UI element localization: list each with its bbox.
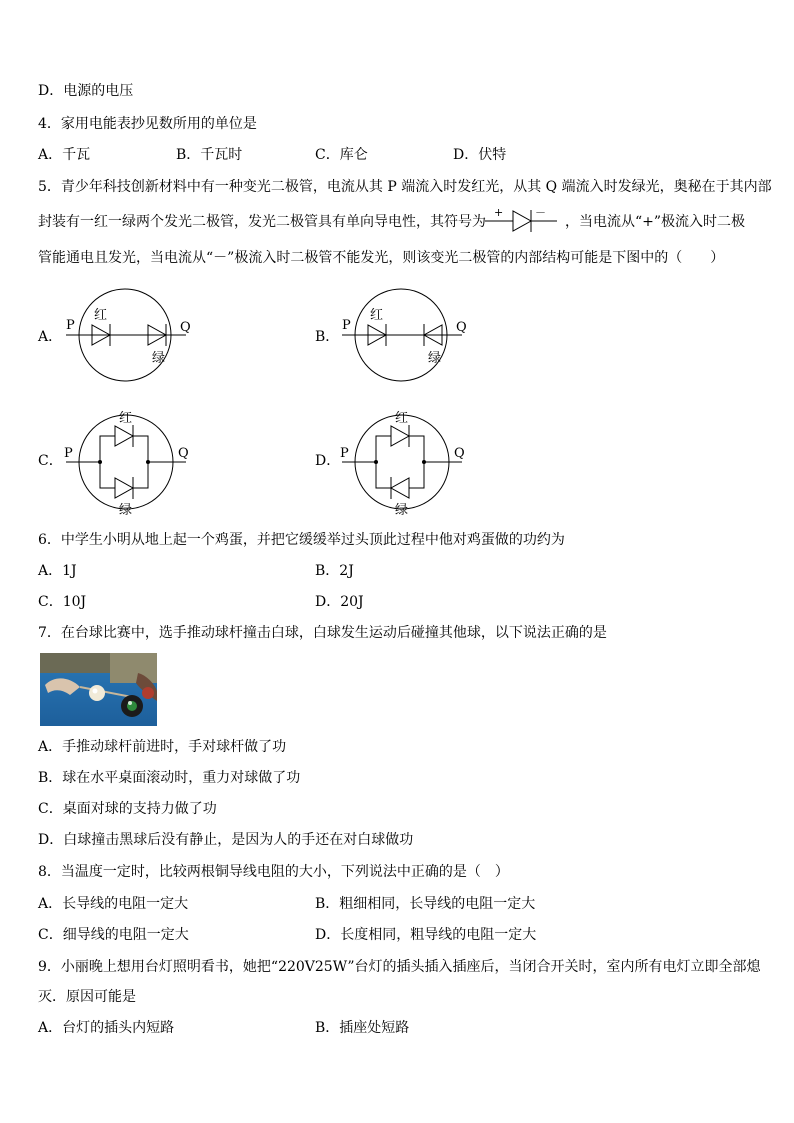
q6-option-a: A．1J [38,563,77,579]
q4-option-a: A．千瓦 [38,147,91,163]
diagram-a-q: Q [180,320,191,335]
diagram-b-green: 绿 [428,351,442,366]
q4-option-d: D．伏特 [453,147,507,163]
q5-stem-line1: 5．青少年科技创新材料中有一种变光二极管，电流从其 P 端流入时发红光，从其 Q 端流入时发绿光，奥秘在于其内部 [38,179,772,195]
q6-option-d: D．20J [315,594,364,610]
diagram-a-green: 绿 [152,351,166,366]
diagram-d-green: 绿 [395,503,409,518]
q4-option-b: B．千瓦时 [176,147,243,163]
q5-option-a-label: A． [38,329,63,345]
billiards-photo [40,653,157,726]
q4-stem: 4．家用电能表抄见数所用的单位是 [38,116,257,132]
q9-stem-line1: 9．小丽晚上想用台灯照明看书，她把“220V25W”台灯的插头插入插座后，当闭合开关时，室内所有电灯立即全部熄 [38,959,761,975]
circuit-diagram-a [62,287,202,387]
circuit-diagram-d [338,408,478,518]
diagram-b-q: Q [456,320,467,335]
diagram-a-red: 红 [94,308,108,323]
diagram-d-p: P [340,446,349,461]
q5-stem-line2a: 封装有一红一绿两个发光二极管，发光二极管具有单向导电性，其符号为 [38,214,486,230]
diagram-c-q: Q [178,446,189,461]
q3-option-d: D．电源的电压 [38,83,134,99]
q5-option-b-label: B． [315,329,340,345]
q9-option-a: A．台灯的插头内短路 [38,1020,175,1036]
q8-option-a: A．长导线的电阻一定大 [38,896,189,912]
q7-option-c: C．桌面对球的支持力做了功 [38,801,217,817]
q7-stem: 7．在台球比赛中，选手推动球杆撞击白球，白球发生运动后碰撞其他球，以下说法正确的是 [38,625,607,641]
diagram-b-red: 红 [370,308,384,323]
diode-minus-label: － [535,206,546,219]
q8-option-c: C．细导线的电阻一定大 [38,927,189,943]
circuit-diagram-c [62,408,202,518]
diagram-a-p: P [66,318,75,333]
q5-stem-line3: 管能通电且发光，当电流从“－”极流入时二极管不能发光，则该变光二极管的内部结构可能是下图中的（ ） [38,250,725,266]
q6-option-b: B．2J [315,563,354,579]
diagram-c-green: 绿 [119,503,133,518]
q9-option-b: B．插座处短路 [315,1020,410,1036]
q7-option-a: A．手推动球杆前进时，手对球杆做了功 [38,739,287,755]
diagram-d-red: 红 [395,411,409,426]
q8-option-b: B．粗细相同，长导线的电阻一定大 [315,896,536,912]
q6-stem: 6．中学生小明从地上起一个鸡蛋，并把它缓缓举过头顶此过程中他对鸡蛋做的功约为 [38,532,565,548]
q6-option-c: C．10J [38,594,87,610]
q7-option-d: D．白球撞击黑球后没有静止，是因为人的手还在对白球做功 [38,832,414,848]
q5-stem-line2b: ，当电流从“+”极流入时二极 [565,214,746,230]
diagram-c-red: 红 [119,411,133,426]
diode-symbol [485,205,565,235]
q7-option-b: B．球在水平桌面滚动时，重力对球做了功 [38,770,301,786]
circuit-diagram-b [338,287,478,387]
q4-option-c: C．库仑 [315,147,368,163]
q5-option-c-label: C． [38,453,63,469]
q5-option-d-label: D． [315,453,341,469]
q9-stem-line2: 灭．原因可能是 [38,989,136,1005]
diagram-c-p: P [64,446,73,461]
q8-stem: 8．当温度一定时，比较两根铜导线电阻的大小，下列说法中正确的是（ ） [38,864,509,880]
q8-option-d: D．长度相同，粗导线的电阻一定大 [315,927,537,943]
diode-plus-label: + [494,206,504,219]
diagram-d-q: Q [454,446,465,461]
diagram-b-p: P [342,318,351,333]
